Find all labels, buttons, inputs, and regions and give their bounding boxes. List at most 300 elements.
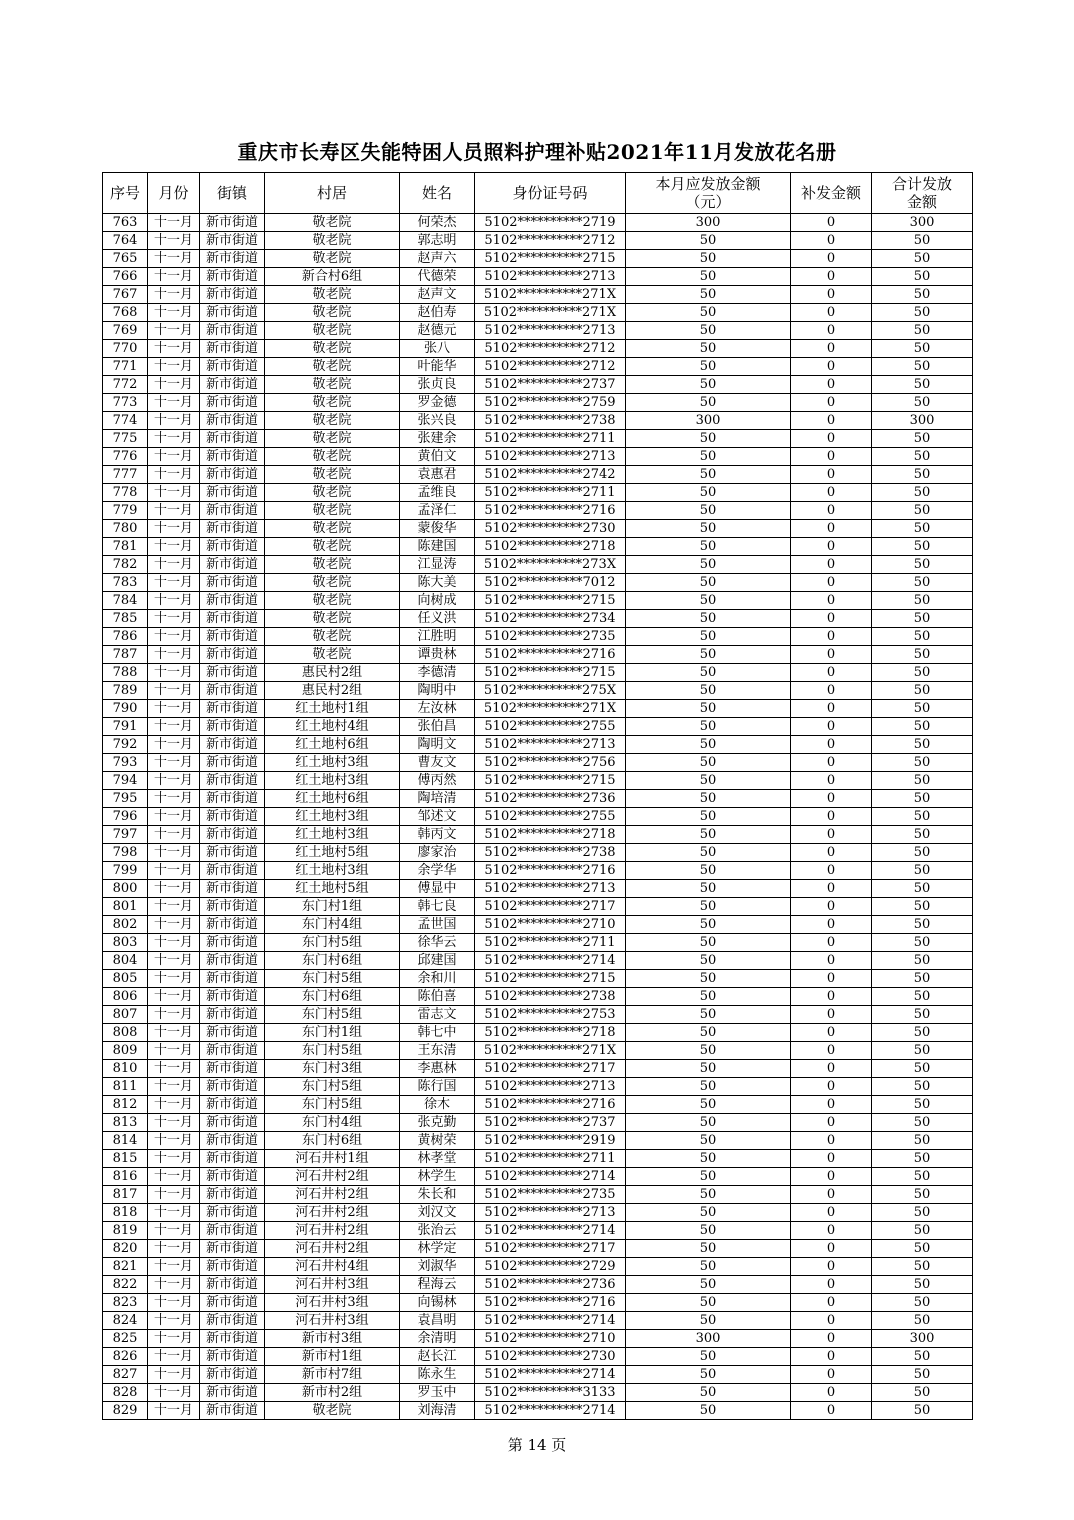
back-pay-cell: 0: [791, 844, 872, 862]
amount-due-cell: 50: [626, 934, 791, 952]
village-cell: 敬老院: [265, 628, 400, 646]
back-pay-cell: 0: [791, 1042, 872, 1060]
id-number-cell: 5102**********2735: [475, 1186, 626, 1204]
id-number-cell: 5102**********2737: [475, 376, 626, 394]
name-cell: 罗金德: [400, 394, 475, 412]
name-cell: 江显涛: [400, 556, 475, 574]
month-cell: 十一月: [148, 952, 200, 970]
name-cell: 张贞良: [400, 376, 475, 394]
town-cell: 新市街道: [200, 394, 265, 412]
back-pay-cell: 0: [791, 430, 872, 448]
amount-due-cell: 50: [626, 268, 791, 286]
seq-cell: 773: [103, 394, 148, 412]
month-cell: 十一月: [148, 664, 200, 682]
total-cell: 50: [872, 358, 973, 376]
total-cell: 50: [872, 898, 973, 916]
town-cell: 新市街道: [200, 358, 265, 376]
id-number-cell: 5102**********2711: [475, 1150, 626, 1168]
town-cell: 新市街道: [200, 484, 265, 502]
table-row: [103, 934, 973, 952]
total-cell: 50: [872, 1150, 973, 1168]
amount-due-cell: 50: [626, 1006, 791, 1024]
name-cell: 何荣杰: [400, 214, 475, 232]
total-cell: 50: [872, 250, 973, 268]
village-cell: 东门村6组: [265, 988, 400, 1006]
village-cell: 河石井村3组: [265, 1312, 400, 1330]
back-pay-cell: 0: [791, 826, 872, 844]
total-cell: 50: [872, 502, 973, 520]
month-cell: 十一月: [148, 484, 200, 502]
id-number-cell: 5102**********2716: [475, 862, 626, 880]
seq-cell: 789: [103, 682, 148, 700]
amount-due-cell: 50: [626, 538, 791, 556]
town-cell: 新市街道: [200, 340, 265, 358]
table-row: [103, 1240, 973, 1258]
seq-cell: 802: [103, 916, 148, 934]
village-cell: 新市村1组: [265, 1348, 400, 1366]
seq-cell: 819: [103, 1222, 148, 1240]
month-cell: 十一月: [148, 412, 200, 430]
village-cell: 东门村5组: [265, 970, 400, 988]
amount-due-cell: 50: [626, 286, 791, 304]
amount-due-cell: 50: [626, 916, 791, 934]
name-cell: 王东清: [400, 1042, 475, 1060]
id-number-cell: 5102**********2713: [475, 448, 626, 466]
name-cell: 代德荣: [400, 268, 475, 286]
subsidy-roster-table: [102, 172, 973, 1420]
total-cell: 50: [872, 844, 973, 862]
seq-cell: 818: [103, 1204, 148, 1222]
name-cell: 张治云: [400, 1222, 475, 1240]
town-cell: 新市街道: [200, 232, 265, 250]
table-row: [103, 1204, 973, 1222]
name-cell: 孟世国: [400, 916, 475, 934]
seq-cell: 776: [103, 448, 148, 466]
town-cell: 新市街道: [200, 592, 265, 610]
total-cell: 50: [872, 1060, 973, 1078]
month-cell: 十一月: [148, 556, 200, 574]
id-number-cell: 5102**********2736: [475, 1276, 626, 1294]
town-cell: 新市街道: [200, 1402, 265, 1420]
table-row: [103, 1186, 973, 1204]
month-cell: 十一月: [148, 826, 200, 844]
month-cell: 十一月: [148, 1006, 200, 1024]
header-village: 村居: [265, 173, 400, 214]
name-cell: 向树成: [400, 592, 475, 610]
table-row: [103, 394, 973, 412]
id-number-cell: 5102**********2711: [475, 484, 626, 502]
village-cell: 东门村6组: [265, 952, 400, 970]
seq-cell: 820: [103, 1240, 148, 1258]
town-cell: 新市街道: [200, 844, 265, 862]
header-amount-due-line2: （元）: [685, 193, 731, 211]
town-cell: 新市街道: [200, 556, 265, 574]
back-pay-cell: 0: [791, 1150, 872, 1168]
name-cell: 李德清: [400, 664, 475, 682]
header-total-line1: 合计发放: [891, 175, 952, 193]
seq-cell: 779: [103, 502, 148, 520]
seq-cell: 812: [103, 1096, 148, 1114]
amount-due-cell: 50: [626, 1294, 791, 1312]
amount-due-cell: 50: [626, 376, 791, 394]
name-cell: 袁昌明: [400, 1312, 475, 1330]
table-row: [103, 250, 973, 268]
seq-cell: 808: [103, 1024, 148, 1042]
name-cell: 林学定: [400, 1240, 475, 1258]
town-cell: 新市街道: [200, 826, 265, 844]
total-cell: 50: [872, 1132, 973, 1150]
id-number-cell: 5102**********2742: [475, 466, 626, 484]
back-pay-cell: 0: [791, 394, 872, 412]
total-cell: 50: [872, 1006, 973, 1024]
town-cell: 新市街道: [200, 1330, 265, 1348]
amount-due-cell: 50: [626, 448, 791, 466]
name-cell: 张伯昌: [400, 718, 475, 736]
name-cell: 徐木: [400, 1096, 475, 1114]
seq-cell: 809: [103, 1042, 148, 1060]
seq-cell: 784: [103, 592, 148, 610]
id-number-cell: 5102**********2734: [475, 610, 626, 628]
name-cell: 朱长和: [400, 1186, 475, 1204]
name-cell: 林学生: [400, 1168, 475, 1186]
name-cell: 张建余: [400, 430, 475, 448]
table-row: [103, 466, 973, 484]
month-cell: 十一月: [148, 628, 200, 646]
town-cell: 新市街道: [200, 520, 265, 538]
amount-due-cell: 50: [626, 1168, 791, 1186]
total-cell: 50: [872, 430, 973, 448]
total-cell: 50: [872, 376, 973, 394]
table-row: [103, 304, 973, 322]
village-cell: 敬老院: [265, 214, 400, 232]
village-cell: 敬老院: [265, 376, 400, 394]
amount-due-cell: 50: [626, 484, 791, 502]
town-cell: 新市街道: [200, 304, 265, 322]
table-row: [103, 556, 973, 574]
town-cell: 新市街道: [200, 880, 265, 898]
table-row: [103, 664, 973, 682]
header-amount-due-line1: 本月应发放金额: [655, 175, 761, 193]
back-pay-cell: 0: [791, 358, 872, 376]
id-number-cell: 5102**********271X: [475, 304, 626, 322]
amount-due-cell: 50: [626, 1204, 791, 1222]
month-cell: 十一月: [148, 754, 200, 772]
amount-due-cell: 50: [626, 718, 791, 736]
seq-cell: 770: [103, 340, 148, 358]
town-cell: 新市街道: [200, 1348, 265, 1366]
month-cell: 十一月: [148, 916, 200, 934]
amount-due-cell: 50: [626, 1042, 791, 1060]
amount-due-cell: 50: [626, 1276, 791, 1294]
table-row: [103, 1366, 973, 1384]
town-cell: 新市街道: [200, 1312, 265, 1330]
month-cell: 十一月: [148, 988, 200, 1006]
table-row: [103, 214, 973, 232]
seq-cell: 777: [103, 466, 148, 484]
village-cell: 新市村2组: [265, 1384, 400, 1402]
month-cell: 十一月: [148, 466, 200, 484]
amount-due-cell: 50: [626, 862, 791, 880]
village-cell: 敬老院: [265, 340, 400, 358]
amount-due-cell: 50: [626, 1096, 791, 1114]
table-row: [103, 592, 973, 610]
town-cell: 新市街道: [200, 430, 265, 448]
id-number-cell: 5102**********2717: [475, 1240, 626, 1258]
name-cell: 余清明: [400, 1330, 475, 1348]
seq-cell: 807: [103, 1006, 148, 1024]
table-row: [103, 988, 973, 1006]
table-row: [103, 1042, 973, 1060]
town-cell: 新市街道: [200, 952, 265, 970]
seq-cell: 793: [103, 754, 148, 772]
seq-cell: 781: [103, 538, 148, 556]
total-cell: 50: [872, 1402, 973, 1420]
amount-due-cell: 50: [626, 754, 791, 772]
seq-cell: 823: [103, 1294, 148, 1312]
town-cell: 新市街道: [200, 718, 265, 736]
village-cell: 东门村4组: [265, 916, 400, 934]
id-number-cell: 5102**********2712: [475, 232, 626, 250]
name-cell: 邹述文: [400, 808, 475, 826]
table-row: [103, 538, 973, 556]
seq-cell: 829: [103, 1402, 148, 1420]
seq-cell: 772: [103, 376, 148, 394]
back-pay-cell: 0: [791, 664, 872, 682]
month-cell: 十一月: [148, 772, 200, 790]
back-pay-cell: 0: [791, 1366, 872, 1384]
id-number-cell: 5102**********2737: [475, 1114, 626, 1132]
seq-cell: 788: [103, 664, 148, 682]
back-pay-cell: 0: [791, 466, 872, 484]
name-cell: 陈行国: [400, 1078, 475, 1096]
back-pay-cell: 0: [791, 1060, 872, 1078]
amount-due-cell: 50: [626, 826, 791, 844]
amount-due-cell: 50: [626, 700, 791, 718]
village-cell: 红土地村5组: [265, 880, 400, 898]
village-cell: 敬老院: [265, 466, 400, 484]
table-row: [103, 700, 973, 718]
town-cell: 新市街道: [200, 412, 265, 430]
total-cell: 50: [872, 952, 973, 970]
month-cell: 十一月: [148, 358, 200, 376]
seq-cell: 817: [103, 1186, 148, 1204]
back-pay-cell: 0: [791, 250, 872, 268]
seq-cell: 783: [103, 574, 148, 592]
total-cell: 50: [872, 1240, 973, 1258]
town-cell: 新市街道: [200, 1240, 265, 1258]
seq-cell: 791: [103, 718, 148, 736]
name-cell: 张克勤: [400, 1114, 475, 1132]
table-row: [103, 808, 973, 826]
total-cell: 50: [872, 700, 973, 718]
name-cell: 向锡林: [400, 1294, 475, 1312]
back-pay-cell: 0: [791, 1006, 872, 1024]
seq-cell: 792: [103, 736, 148, 754]
name-cell: 左汝林: [400, 700, 475, 718]
town-cell: 新市街道: [200, 250, 265, 268]
total-cell: 50: [872, 718, 973, 736]
back-pay-cell: 0: [791, 484, 872, 502]
village-cell: 惠民村2组: [265, 664, 400, 682]
amount-due-cell: 50: [626, 646, 791, 664]
back-pay-cell: 0: [791, 340, 872, 358]
village-cell: 河石井村2组: [265, 1240, 400, 1258]
id-number-cell: 5102**********2714: [475, 1366, 626, 1384]
id-number-cell: 5102**********2714: [475, 1222, 626, 1240]
seq-cell: 826: [103, 1348, 148, 1366]
town-cell: 新市街道: [200, 1096, 265, 1114]
month-cell: 十一月: [148, 880, 200, 898]
amount-due-cell: 50: [626, 772, 791, 790]
id-number-cell: 5102**********2710: [475, 916, 626, 934]
month-cell: 十一月: [148, 718, 200, 736]
document-title: 重庆市长寿区失能特困人员照料护理补贴2021年11月发放花名册: [237, 140, 837, 164]
name-cell: 陶明中: [400, 682, 475, 700]
back-pay-cell: 0: [791, 376, 872, 394]
total-cell: 50: [872, 880, 973, 898]
month-cell: 十一月: [148, 1348, 200, 1366]
seq-cell: 797: [103, 826, 148, 844]
month-cell: 十一月: [148, 844, 200, 862]
town-cell: 新市街道: [200, 610, 265, 628]
total-cell: 50: [872, 1168, 973, 1186]
town-cell: 新市街道: [200, 502, 265, 520]
table-row: [103, 286, 973, 304]
month-cell: 十一月: [148, 1366, 200, 1384]
id-number-cell: 5102**********2730: [475, 520, 626, 538]
seq-cell: 813: [103, 1114, 148, 1132]
id-number-cell: 5102**********2713: [475, 880, 626, 898]
month-cell: 十一月: [148, 502, 200, 520]
month-cell: 十一月: [148, 700, 200, 718]
amount-due-cell: 50: [626, 1384, 791, 1402]
header-back-pay: 补发金额: [791, 173, 872, 214]
back-pay-cell: 0: [791, 556, 872, 574]
village-cell: 敬老院: [265, 250, 400, 268]
header-total-line2: 金额: [906, 193, 937, 211]
table-row: [103, 790, 973, 808]
table-row: [103, 1402, 973, 1420]
seq-cell: 794: [103, 772, 148, 790]
name-cell: 张八: [400, 340, 475, 358]
back-pay-cell: 0: [791, 1222, 872, 1240]
seq-cell: 798: [103, 844, 148, 862]
table-row: [103, 232, 973, 250]
village-cell: 敬老院: [265, 1402, 400, 1420]
table-row: [103, 1330, 973, 1348]
month-cell: 十一月: [148, 1114, 200, 1132]
total-cell: 50: [872, 1096, 973, 1114]
village-cell: 敬老院: [265, 502, 400, 520]
id-number-cell: 5102**********2712: [475, 358, 626, 376]
back-pay-cell: 0: [791, 1168, 872, 1186]
name-cell: 刘海清: [400, 1402, 475, 1420]
header-id-number: 身份证号码: [475, 173, 626, 214]
village-cell: 敬老院: [265, 520, 400, 538]
id-number-cell: 5102**********2714: [475, 1402, 626, 1420]
month-cell: 十一月: [148, 862, 200, 880]
town-cell: 新市街道: [200, 736, 265, 754]
id-number-cell: 5102**********2711: [475, 934, 626, 952]
village-cell: 红土地村5组: [265, 844, 400, 862]
amount-due-cell: 50: [626, 322, 791, 340]
amount-due-cell: 50: [626, 610, 791, 628]
town-cell: 新市街道: [200, 268, 265, 286]
header-total: [872, 173, 973, 214]
amount-due-cell: 50: [626, 1186, 791, 1204]
id-number-cell: 5102**********2730: [475, 1348, 626, 1366]
total-cell: 50: [872, 1222, 973, 1240]
month-cell: 十一月: [148, 394, 200, 412]
month-cell: 十一月: [148, 250, 200, 268]
back-pay-cell: 0: [791, 574, 872, 592]
id-number-cell: 5102**********2729: [475, 1258, 626, 1276]
village-cell: 敬老院: [265, 556, 400, 574]
village-cell: 敬老院: [265, 610, 400, 628]
village-cell: 敬老院: [265, 412, 400, 430]
id-number-cell: 5102**********271X: [475, 1042, 626, 1060]
seq-cell: 805: [103, 970, 148, 988]
month-cell: 十一月: [148, 736, 200, 754]
back-pay-cell: 0: [791, 1240, 872, 1258]
village-cell: 东门村5组: [265, 1096, 400, 1114]
total-cell: 300: [872, 214, 973, 232]
seq-cell: 821: [103, 1258, 148, 1276]
month-cell: 十一月: [148, 1204, 200, 1222]
total-cell: 50: [872, 736, 973, 754]
id-number-cell: 5102**********2714: [475, 1312, 626, 1330]
total-cell: 300: [872, 1330, 973, 1348]
table-row: [103, 1384, 973, 1402]
seq-cell: 774: [103, 412, 148, 430]
town-cell: 新市街道: [200, 214, 265, 232]
back-pay-cell: 0: [791, 898, 872, 916]
town-cell: 新市街道: [200, 1114, 265, 1132]
total-cell: 50: [872, 790, 973, 808]
village-cell: 红土地村6组: [265, 790, 400, 808]
amount-due-cell: 50: [626, 1150, 791, 1168]
seq-cell: 780: [103, 520, 148, 538]
total-cell: 50: [872, 1312, 973, 1330]
amount-due-cell: 50: [626, 340, 791, 358]
total-cell: 50: [872, 1276, 973, 1294]
id-number-cell: 5102**********2713: [475, 1204, 626, 1222]
table-row: [103, 574, 973, 592]
back-pay-cell: 0: [791, 862, 872, 880]
name-cell: 余和川: [400, 970, 475, 988]
village-cell: 敬老院: [265, 430, 400, 448]
table-row: [103, 1294, 973, 1312]
village-cell: 红土地村3组: [265, 772, 400, 790]
table-row: [103, 718, 973, 736]
village-cell: 敬老院: [265, 448, 400, 466]
page-number: 第 14 页: [507, 1436, 567, 1454]
back-pay-cell: 0: [791, 502, 872, 520]
name-cell: 赵伯寿: [400, 304, 475, 322]
village-cell: 敬老院: [265, 394, 400, 412]
town-cell: 新市街道: [200, 862, 265, 880]
month-cell: 十一月: [148, 1042, 200, 1060]
id-number-cell: 5102**********2710: [475, 1330, 626, 1348]
table-row: [103, 826, 973, 844]
seq-cell: 796: [103, 808, 148, 826]
table-row: [103, 268, 973, 286]
month-cell: 十一月: [148, 448, 200, 466]
table-row: [103, 844, 973, 862]
name-cell: 叶能华: [400, 358, 475, 376]
table-row: [103, 970, 973, 988]
total-cell: 50: [872, 340, 973, 358]
